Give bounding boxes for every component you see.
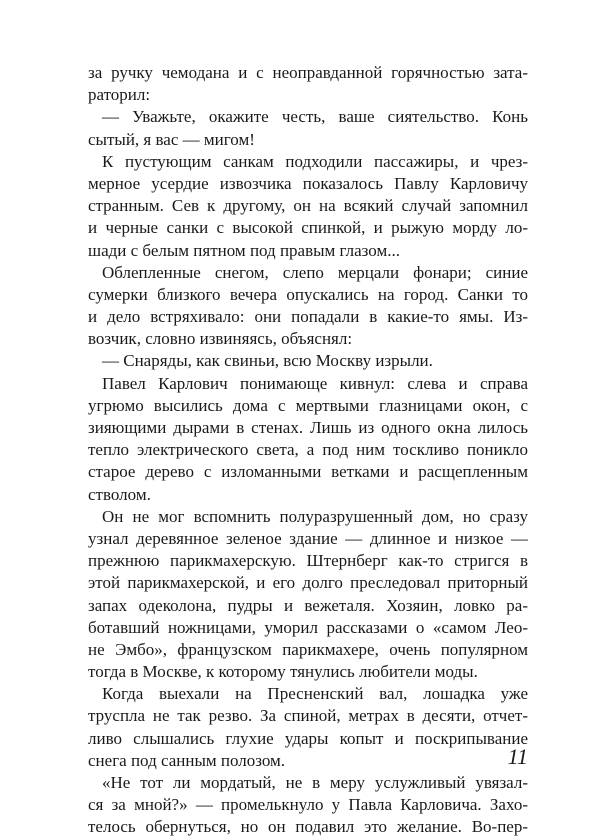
text-line: ливо слышались глухие удары копыт и поскрипывание (88, 728, 528, 748)
text-line: труспла не так резво. За спиной, метрах в десяти, отчет- (88, 706, 528, 726)
page-text-block (88, 62, 528, 839)
text-line: стволом. (88, 484, 151, 504)
text-line: мерное усердие извозчика показалось Павлу Карловичу (88, 173, 528, 193)
text-line: и черные санки с высокой спинкой, и рыжую морду ло- (88, 218, 528, 238)
text-line: «Не тот ли мордатый, не в меру услужливый увязал- (102, 773, 528, 792)
page-number: 11 (507, 744, 528, 769)
text-line: зияющими дырами в стенах. Лишь из одного окна лилось (88, 418, 528, 437)
text-line: тогда в Москве, к которому тянулись любители моды. (88, 662, 478, 682)
text-line: Когда выехали на Пресненский вал, лошадка уже (102, 684, 528, 704)
text-line: странным. Сев к другому, он на всякий случай запомнил (88, 196, 528, 216)
text-line: Облепленные снегом, слепо мерцали фонари; синие (102, 262, 528, 282)
text-line: тепло электрического света, а под ним тоскливо поникло (88, 440, 528, 460)
text-line: шади с белым пятном под правым глазом... (88, 240, 400, 260)
text-line: — Снаряды, как свиньи, всю Москву изрыли. (102, 351, 433, 371)
text-line: этой парикмахерской, и его долго преследовал приторный (88, 573, 528, 593)
text-line: прежнюю парикмахерскую. Штернберг как-то стригся в (88, 551, 528, 571)
text-line: сытый, я вас — мигом! (88, 129, 255, 149)
text-line: не Эмбо», французском парикмахере, очень популярном (88, 639, 528, 659)
text-line: Павел Карлович понимающе кивнул: слева и справа (102, 373, 528, 393)
text-line: возчик, словно извиняясь, объяснял: (88, 329, 353, 349)
text-line: Он не мог вспомнить полуразрушенный дом, но сразу (102, 506, 528, 526)
text-line: за ручку чемодана и с неоправданной горячностью зата- (88, 63, 528, 82)
text-line: и дело встряхивало: они попадали в какие-то ямы. Из- (88, 307, 528, 327)
text-line: ботавший ножницами, уморил рассказами о «самом Лео- (88, 617, 528, 637)
text-line: старое дерево с изломанными ветками и расщепленным (88, 462, 528, 482)
text-line: ся за мной?» — промелькнуло у Павла Карловича. Захо- (88, 795, 528, 815)
text-line: раторил: (88, 85, 151, 105)
text-line: сумерки близкого вечера опускались на город. Санки то (88, 284, 528, 304)
text-line: — Уважьте, окажите честь, ваше сиятельство. Конь (102, 107, 528, 127)
text-line: снега под санным полозом. (88, 750, 286, 770)
text-line: запах одеколона, пудры и вежеталя. Хозяин, ловко ра- (88, 595, 528, 615)
text-line: угрюмо высились дома с мертвыми глазницами окон, с (88, 395, 528, 415)
text-line: узнал деревянное зеленое здание — длинное и низкое — (88, 528, 528, 548)
text-line: К пустующим санкам подходили пассажиры, и чрез- (102, 151, 528, 171)
text-line: телось обернуться, но он подавил это желание. Во-пер- (88, 817, 528, 837)
